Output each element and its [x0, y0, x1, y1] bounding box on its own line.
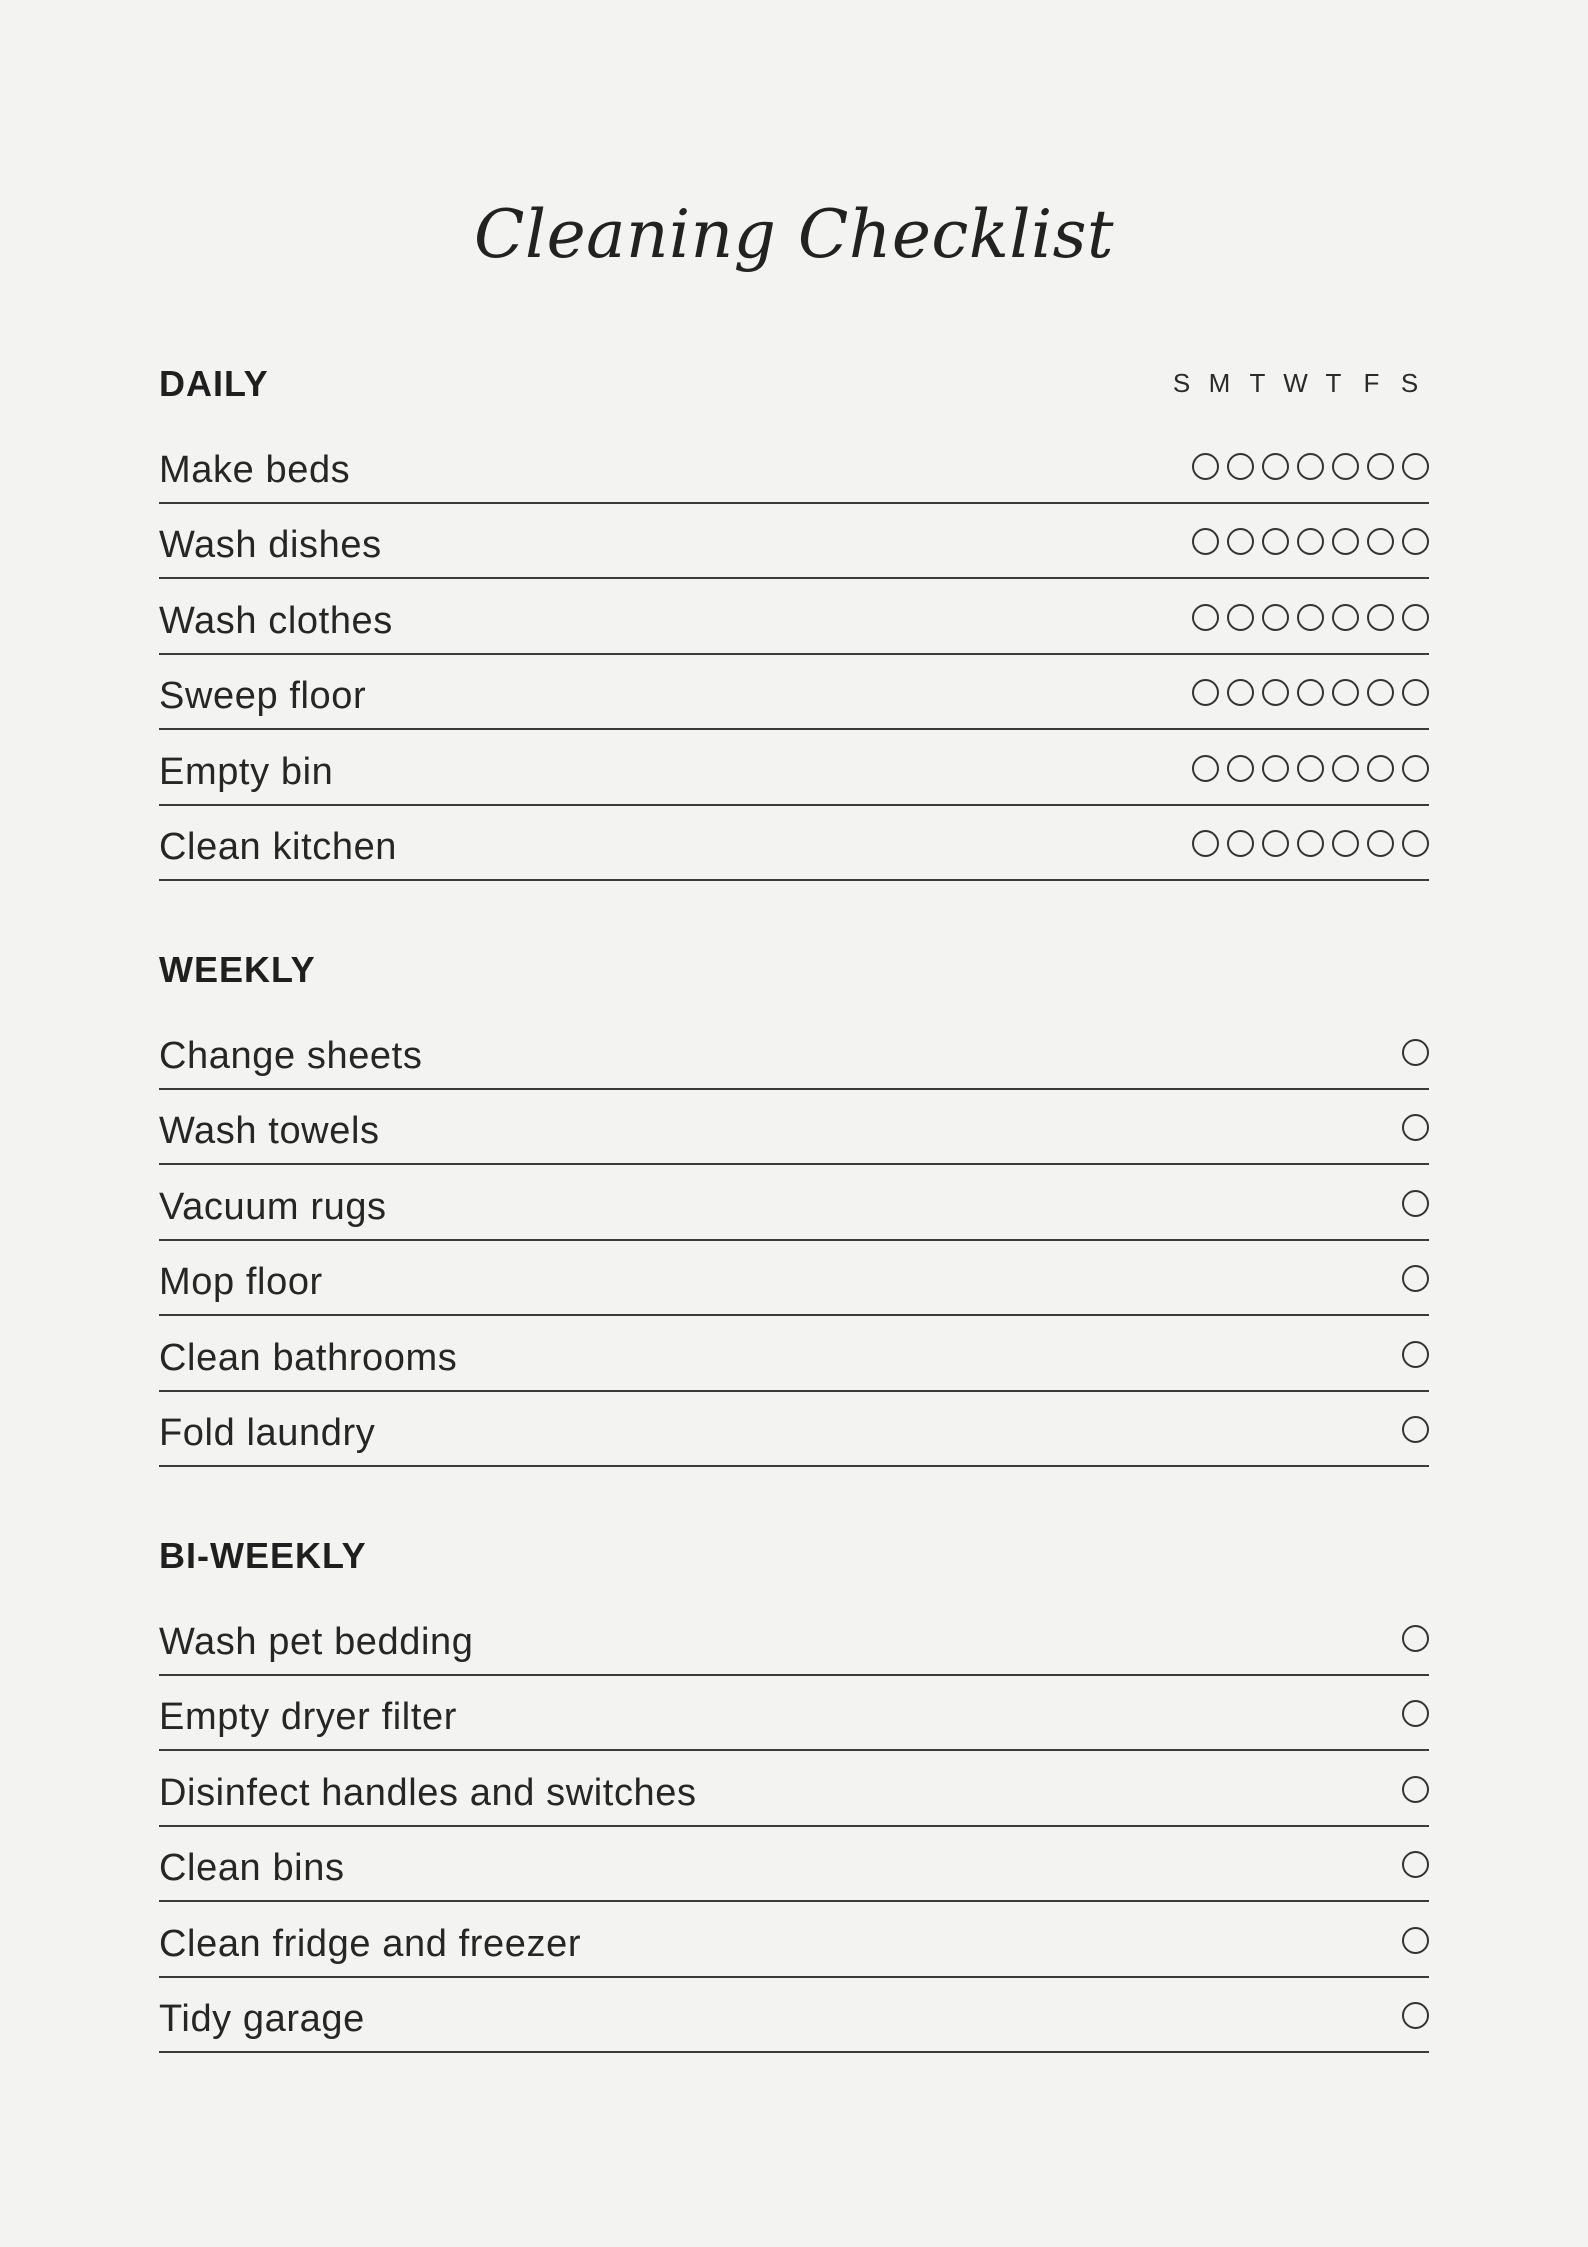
- checkbox-circle[interactable]: [1227, 528, 1254, 555]
- day-checkboxes: [1192, 528, 1429, 555]
- weekday-labels: [1163, 364, 1429, 402]
- checkbox-circle[interactable]: [1402, 604, 1429, 631]
- weekly-task-row: [159, 1090, 1429, 1166]
- checkbox-circle[interactable]: [1402, 1700, 1429, 1727]
- checkbox-circle[interactable]: [1402, 1190, 1429, 1217]
- biweekly-header: [159, 1510, 1429, 1600]
- weekly-task-row: [159, 1316, 1429, 1392]
- day-label: S: [1172, 368, 1192, 398]
- daily-header: [159, 338, 1429, 428]
- task-label: Mop floor: [159, 1261, 323, 1303]
- checkbox-circle[interactable]: [1402, 453, 1429, 480]
- task-label: Wash clothes: [159, 599, 393, 642]
- checkbox-circle[interactable]: [1192, 604, 1219, 631]
- checkbox-circle[interactable]: [1402, 1265, 1429, 1292]
- checkbox-circle[interactable]: [1297, 528, 1324, 555]
- checkbox-circle[interactable]: [1367, 604, 1394, 631]
- daily-task-row: [159, 655, 1429, 731]
- checkbox-circle[interactable]: [1262, 528, 1289, 555]
- checkbox-circle[interactable]: [1367, 830, 1394, 857]
- task-label: Empty bin: [159, 750, 334, 793]
- checkbox-circle[interactable]: [1402, 2002, 1429, 2029]
- day-label: W: [1283, 368, 1309, 398]
- day-checkboxes: [1192, 830, 1429, 857]
- daily-task-row: [159, 579, 1429, 655]
- weekly-header: [159, 924, 1429, 1014]
- checkbox-circle[interactable]: [1192, 528, 1219, 555]
- checkbox-circle[interactable]: [1262, 453, 1289, 480]
- checkbox-circle[interactable]: [1297, 453, 1324, 480]
- checkbox-circle[interactable]: [1262, 755, 1289, 782]
- daily-section: [159, 338, 1429, 881]
- checklist-page: [159, 0, 1429, 2247]
- task-checkbox: [1402, 1851, 1429, 1878]
- day-label: F: [1363, 368, 1381, 398]
- checkbox-circle[interactable]: [1262, 830, 1289, 857]
- day-checkboxes: [1192, 679, 1429, 706]
- daily-task-row: [159, 806, 1429, 882]
- weekly-task-row: [159, 1392, 1429, 1468]
- biweekly-task-row: [159, 1978, 1429, 2054]
- day-checkboxes: [1192, 755, 1429, 782]
- day-label: T: [1249, 368, 1267, 398]
- biweekly-heading: BI-WEEKLY: [159, 1535, 367, 1576]
- checkbox-circle[interactable]: [1297, 755, 1324, 782]
- biweekly-section: [159, 1510, 1429, 2053]
- task-checkbox: [1402, 1927, 1429, 1954]
- task-label: Clean kitchen: [159, 826, 398, 868]
- daily-task-row: [159, 730, 1429, 806]
- checkbox-circle[interactable]: [1367, 679, 1394, 706]
- biweekly-task-row: [159, 1600, 1429, 1676]
- checkbox-circle[interactable]: [1402, 679, 1429, 706]
- task-label: Wash towels: [159, 1110, 380, 1152]
- task-checkbox: [1402, 1416, 1429, 1443]
- checkbox-circle[interactable]: [1227, 453, 1254, 480]
- weekly-task-row: [159, 1241, 1429, 1317]
- daily-heading: DAILY: [159, 363, 269, 404]
- task-checkbox: [1402, 2002, 1429, 2029]
- weekly-section: [159, 924, 1429, 1467]
- weekly-task-list: [159, 1014, 1429, 1467]
- checkbox-circle[interactable]: [1192, 830, 1219, 857]
- checkbox-circle[interactable]: [1402, 1851, 1429, 1878]
- day-label: S: [1400, 368, 1420, 398]
- task-label: Wash pet bedding: [159, 1620, 474, 1663]
- daily-task-list: [159, 428, 1429, 881]
- weekly-task-row: [159, 1165, 1429, 1241]
- checkbox-circle[interactable]: [1262, 679, 1289, 706]
- biweekly-task-row: [159, 1676, 1429, 1752]
- checkbox-circle[interactable]: [1227, 755, 1254, 782]
- task-checkbox: [1402, 1114, 1429, 1141]
- biweekly-task-row: [159, 1827, 1429, 1903]
- checkbox-circle[interactable]: [1192, 679, 1219, 706]
- checkbox-circle[interactable]: [1402, 1114, 1429, 1141]
- checkbox-circle[interactable]: [1367, 453, 1394, 480]
- daily-task-row: [159, 504, 1429, 580]
- checkbox-circle[interactable]: [1192, 453, 1219, 480]
- checkbox-circle[interactable]: [1367, 755, 1394, 782]
- page-title: Cleaning Checklist: [474, 196, 1114, 273]
- checkbox-circle[interactable]: [1227, 679, 1254, 706]
- task-label: Make beds: [159, 448, 351, 491]
- checkbox-circle[interactable]: [1262, 604, 1289, 631]
- checkbox-circle[interactable]: [1402, 1416, 1429, 1443]
- task-label: Wash dishes: [159, 524, 382, 566]
- checkbox-circle[interactable]: [1402, 1039, 1429, 1066]
- daily-task-row: [159, 428, 1429, 504]
- checkbox-circle[interactable]: [1332, 528, 1359, 555]
- task-checkbox: [1402, 1776, 1429, 1803]
- weekly-heading: WEEKLY: [159, 949, 316, 990]
- checkbox-circle[interactable]: [1402, 755, 1429, 782]
- task-label: Empty dryer filter: [159, 1696, 457, 1738]
- checkbox-circle[interactable]: [1402, 528, 1429, 555]
- checkbox-circle[interactable]: [1332, 679, 1359, 706]
- checkbox-circle[interactable]: [1402, 1927, 1429, 1954]
- task-label: Clean bathrooms: [159, 1336, 458, 1379]
- checkbox-circle[interactable]: [1297, 604, 1324, 631]
- task-label: Clean bins: [159, 1847, 345, 1889]
- biweekly-task-row: [159, 1751, 1429, 1827]
- task-label: Disinfect handles and switches: [159, 1771, 697, 1814]
- task-label: Sweep floor: [159, 675, 367, 717]
- checkbox-circle[interactable]: [1332, 453, 1359, 480]
- task-checkbox: [1402, 1625, 1429, 1652]
- biweekly-task-list: [159, 1600, 1429, 2053]
- checkbox-circle[interactable]: [1332, 755, 1359, 782]
- task-checkbox: [1402, 1700, 1429, 1727]
- checkbox-circle[interactable]: [1367, 528, 1394, 555]
- task-checkbox: [1402, 1341, 1429, 1368]
- checkbox-circle[interactable]: [1192, 755, 1219, 782]
- task-label: Clean fridge and freezer: [159, 1922, 582, 1965]
- checkbox-circle[interactable]: [1297, 830, 1324, 857]
- checkbox-circle[interactable]: [1402, 1341, 1429, 1368]
- task-label: Tidy garage: [159, 1998, 365, 2040]
- checkbox-circle[interactable]: [1332, 830, 1359, 857]
- task-label: Vacuum rugs: [159, 1185, 387, 1228]
- checkbox-circle[interactable]: [1402, 1625, 1429, 1652]
- day-checkboxes: [1192, 604, 1429, 631]
- task-label: Change sheets: [159, 1034, 423, 1077]
- checkbox-circle[interactable]: [1402, 830, 1429, 857]
- weekly-task-row: [159, 1014, 1429, 1090]
- task-checkbox: [1402, 1190, 1429, 1217]
- day-label: T: [1325, 368, 1343, 398]
- checkbox-circle[interactable]: [1227, 604, 1254, 631]
- biweekly-task-row: [159, 1902, 1429, 1978]
- day-checkboxes: [1192, 453, 1429, 480]
- checkbox-circle[interactable]: [1227, 830, 1254, 857]
- task-label: Fold laundry: [159, 1412, 376, 1454]
- day-label: M: [1208, 368, 1232, 398]
- task-checkbox: [1402, 1039, 1429, 1066]
- checkbox-circle[interactable]: [1402, 1776, 1429, 1803]
- checkbox-circle[interactable]: [1332, 604, 1359, 631]
- checkbox-circle[interactable]: [1297, 679, 1324, 706]
- task-checkbox: [1402, 1265, 1429, 1292]
